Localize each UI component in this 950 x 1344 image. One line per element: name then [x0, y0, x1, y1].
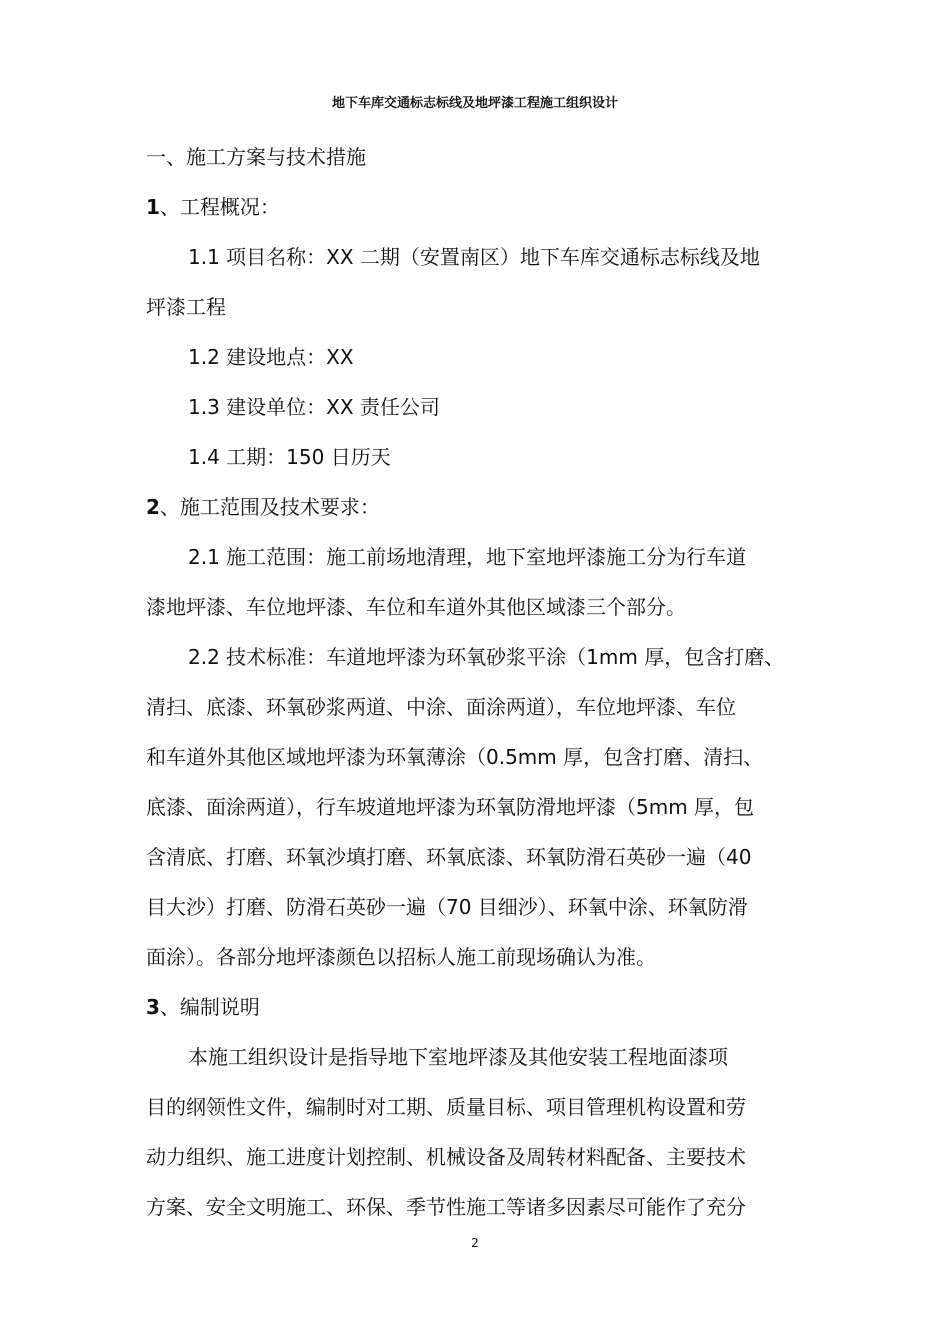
document-title: 地下车库交通标志标线及地坪漆工程施工组织设计 — [331, 96, 618, 111]
section-3-para-line-2: 目的纲领性文件，编制时对工期、质量目标、项目管理机构设置和劳 — [146, 1095, 746, 1119]
item-2-1-line-1: 2.1 施工范围：施工前场地清理，地下室地坪漆施工分为行车道 — [188, 545, 747, 569]
item-1-1-line-2: 坪漆工程 — [146, 295, 226, 319]
page-number: 2 — [471, 1236, 479, 1250]
item-2-2-line-2: 清扫、底漆、环氧砂浆两道、中涂、面涂两道），车位地坪漆、车位 — [146, 695, 736, 719]
item-1-3: 1.3 建设单位：XX 责任公司 — [188, 395, 440, 419]
section-3-para-line-4: 方案、安全文明施工、环保、季节性施工等诸多因素尽可能作了充分 — [146, 1195, 746, 1219]
section-3-title: 、编制说明 — [159, 995, 260, 1019]
item-2-2-line-6: 目大沙）打磨、防滑石英砂一遍（70 目细沙）、环氧中涂、环氧防滑 — [146, 895, 748, 919]
item-2-2-line-4: 底漆、面涂两道），行车坡道地坪漆为环氧防滑地坪漆（5mm 厚，包 — [146, 795, 755, 819]
item-2-2-line-3: 和车道外其他区域地坪漆为环氧薄涂（0.5mm 厚，包含打磨、清扫、 — [146, 745, 764, 769]
item-1-4: 1.4 工期：150 日历天 — [188, 445, 391, 469]
section-2-heading — [146, 482, 808, 532]
item-1-1-line-1: 1.1 项目名称：XX 二期（安置南区）地下车库交通标志标线及地 — [188, 245, 760, 269]
section-3-para-line-1: 本施工组织设计是指导地下室地坪漆及其他安装工程地面漆项 — [188, 1045, 728, 1069]
item-2-2-line-5: 含清底、打磨、环氧沙填打磨、环氧底漆、环氧防滑石英砂一遍（40 — [146, 845, 752, 869]
section-2-title: 、施工范围及技术要求： — [159, 495, 380, 519]
item-1-2: 1.2 建设地点：XX — [188, 345, 354, 369]
section-3-number: 3 — [146, 995, 160, 1019]
section-1-title: 、工程概况： — [159, 195, 280, 219]
item-2-2-line-1: 2.2 技术标准：车道地坪漆为环氧砂浆平涂（1mm 厚，包含打磨、 — [188, 645, 785, 669]
item-2-2-line-7: 面涂）。各部分地坪漆颜色以招标人施工前现场确认为准。 — [146, 945, 656, 969]
section-1-number: 1 — [146, 195, 160, 219]
section-2-number: 2 — [146, 495, 160, 519]
section-3-heading — [146, 982, 808, 1032]
section-3-para-line-3: 动力组织、施工进度计划控制、机械设备及周转材料配备、主要技术 — [146, 1145, 746, 1169]
item-2-1-line-2: 漆地坪漆、车位地坪漆、车位和车道外其他区域漆三个部分。 — [146, 595, 686, 619]
section-heading-construction-plan: 一、施工方案与技术措施 — [146, 145, 366, 169]
section-1-heading — [146, 182, 808, 232]
document-body — [146, 132, 808, 1232]
